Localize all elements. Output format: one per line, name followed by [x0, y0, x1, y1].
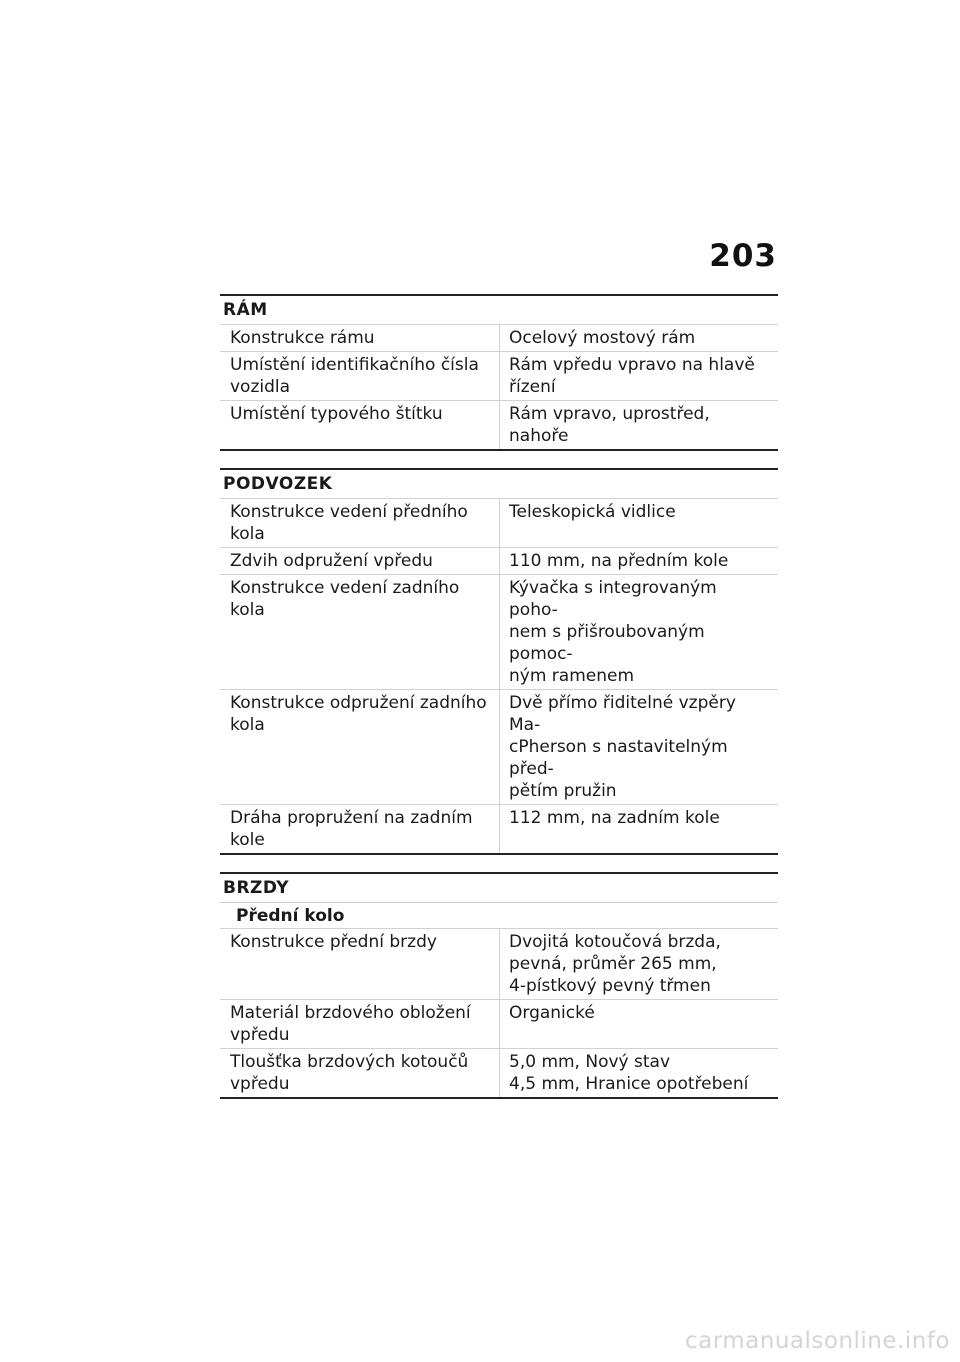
table-row: [220, 1049, 778, 1099]
spec-value: Teleskopická vidlice: [500, 499, 779, 548]
table-row: [220, 352, 778, 401]
spec-label: Materiál brzdového obložení vpředu: [220, 1000, 500, 1049]
spec-value: Ocelový mostový rám: [500, 325, 779, 352]
spec-label: Zdvih odpružení vpředu: [220, 548, 500, 575]
section-chassis: [220, 468, 778, 855]
spec-label: Umístění identifikačního čísla vozidla: [220, 352, 500, 401]
subsection-title: Přední kolo: [220, 902, 778, 928]
spec-table: [220, 324, 778, 451]
section-frame: [220, 294, 778, 451]
page-number: 203: [709, 238, 777, 274]
section-title: PODVOZEK: [220, 468, 778, 498]
spec-label: Konstrukce odpružení zadního kola: [220, 690, 500, 805]
spec-label: Konstrukce vedení zadního kola: [220, 575, 500, 690]
spec-value: Dvě přímo řiditelné vzpěry Ma- cPherson s nastavitelným před- pětím pružin: [500, 690, 779, 805]
spec-value: Rám vpravo, uprostřed, nahoře: [500, 401, 779, 451]
spec-value: 5,0 mm, Nový stav 4,5 mm, Hranice opotřebení: [500, 1049, 779, 1099]
spec-value: Kývačka s integrovaným poho- nem s přišroubovaným pomoc- ným ramenem: [500, 575, 779, 690]
spec-table: [220, 928, 778, 1099]
spec-label: Konstrukce přední brzdy: [220, 929, 500, 1000]
table-row: [220, 575, 778, 690]
spec-value: 110 mm, na předním kole: [500, 548, 779, 575]
spec-value: Rám vpředu vpravo na hlavě řízení: [500, 352, 779, 401]
spec-value: Organické: [500, 1000, 779, 1049]
spec-value: 112 mm, na zadním kole: [500, 805, 779, 855]
spec-label: Konstrukce vedení předního kola: [220, 499, 500, 548]
spec-label: Konstrukce rámu: [220, 325, 500, 352]
spec-label: Dráha propružení na zadním kole: [220, 805, 500, 855]
spec-content: [220, 294, 778, 1116]
spec-value: Dvojitá kotoučová brzda, pevná, průměr 265 mm, 4-pístkový pevný třmen: [500, 929, 779, 1000]
table-row: [220, 690, 778, 805]
section-brakes: [220, 872, 778, 1099]
table-row: [220, 548, 778, 575]
spec-table: [220, 498, 778, 855]
table-row: [220, 499, 778, 548]
table-row: [220, 1000, 778, 1049]
watermark-text: carmanualsonline.info: [684, 1328, 950, 1354]
section-title: BRZDY: [220, 872, 778, 902]
table-row: [220, 401, 778, 451]
table-row: [220, 805, 778, 855]
spec-label: Umístění typového štítku: [220, 401, 500, 451]
table-row: [220, 929, 778, 1000]
table-row: [220, 325, 778, 352]
spec-label: Tloušťka brzdových kotoučů vpředu: [220, 1049, 500, 1099]
section-title: RÁM: [220, 294, 778, 324]
